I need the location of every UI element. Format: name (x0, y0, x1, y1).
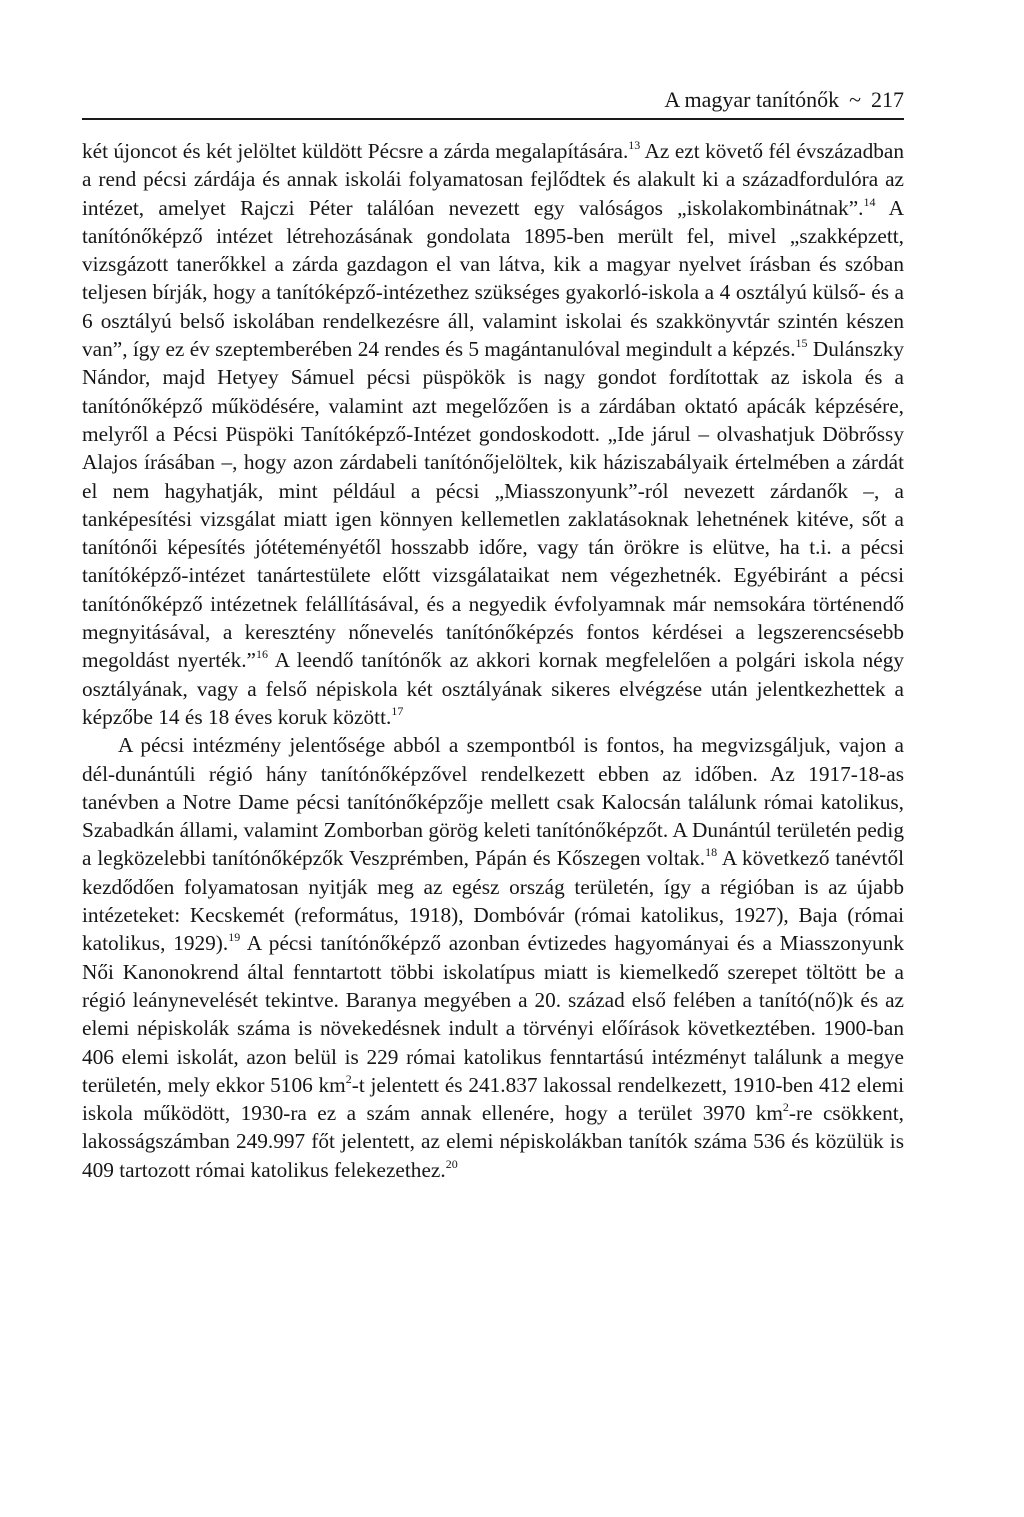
footnote-ref: 13 (628, 138, 641, 152)
footnote-ref: 18 (705, 845, 718, 860)
running-title: A magyar tanítónők (664, 87, 840, 112)
footnote-ref: 17 (391, 703, 404, 718)
footnote-ref: 14 (863, 194, 876, 209)
text-run: -re csökkent, lakosságszámban 249.997 főt jelentett, az elemi népiskolákban tanítók száma 536 és közülük is 409 tartozott római katolikus felekezethez. (82, 1101, 904, 1182)
footnote-ref: 19 (228, 930, 241, 945)
running-header (82, 88, 904, 120)
footnote-ref: 2 (782, 1100, 789, 1115)
text-run: -t jelentett és 241.837 lakossal rendelkezett, 1910-ben 412 elemi iskola működött, 1930-ra ez a szám annak ellenére, hogy a terület 3970 km (82, 1072, 905, 1126)
footnote-ref: 15 (795, 336, 808, 351)
paragraph-1 (82, 137, 904, 731)
text-run: két újoncot és két jelöltet küldött Pécsre a zárda megalapítására. (82, 139, 629, 163)
text-run: A következő tanévtől kezdődően folyamatosan nyitják meg az egész ország területén, így a régióban is az újabb intézeteket: Kecskemét (református, 1918), Dombóvár (római katolikus, 1927), Baja (római katolikus, 1929). (82, 846, 905, 956)
text-run: Az ezt követő fél évszázadban a rend pécsi zárdája és annak iskolái folyamatosan fejlődtek és alakult ki a századfordulóra az intézet, amelyet Rajczi Péter találóan nevezett egy valóságos „iskolakombinátnak”. (82, 139, 904, 220)
paragraph-2 (82, 731, 904, 1184)
footnote-ref: 2 (345, 1071, 352, 1086)
page-number: 217 (871, 87, 904, 112)
text-run: A pécsi intézmény jelentősége abból a szempontból is fontos, ha megvizsgáljuk, vajon a dél-dunántúli régió hány tanítónőképzővel rendelkezett ebben az időben. Az 1917-18-as tanévben a Notre Dame pécsi tanítónőképzője mellett csak Kalocsán találunk római katolikus, Szabadkán állami, valamint Zomborban görög keleti tanítónőképzőt. A Dunántúl területén pedig a legközelebbi tanítónőképzők Veszprémben, Pápán és Kőszegen voltak. (82, 733, 904, 871)
footnote-ref: 16 (256, 647, 268, 662)
body-text (82, 137, 904, 1184)
header-line (664, 87, 904, 113)
text-run: A pécsi tanítónőképző azonban évtizedes hagyományai és a Miasszonyunk Női Kanonokrend által fenntartott többi iskolatípus miatt is kiemelkedő szerepet töltött be a régió leánynevelését tekintve. Baranya megyében a 20. század első felében a tanító(nő)k és az elemi népiskolák száma is növekedésnek indult a törvényi előírások következtében. 1900-ban 406 elemi iskolát, azon belül is 229 római katolikus fenntartású intézményt találunk a megye területén, mely ekkor 5106 km (82, 931, 904, 1097)
text-run: A tanítónőképző intézet létrehozásának gondolata 1895-ben merült fel, mivel „szakképzett, vizsgázott tanerőkkel a zárda gazdagon el van látva, kik a magyar nyelvet írásban és szóban teljesen bírják, hogy a tanítóképző-intézethez szükséges gyakorló-iskola a 4 osztályú külső- és a 6 osztályú belső iskolában rendelkezésre áll, valamint iskolai és szakkönyvtár szintén készen van”, így ez év szeptemberében 24 rendes és 5 magántanulóval megindult a képzés. (82, 195, 904, 362)
footnote-ref: 20 (445, 1156, 458, 1171)
text-run: Dulánszky Nándor, majd Hetyey Sámuel pécsi püspökök is nagy gondot fordítottak az iskola és a tanítónőképző működésére, valamint azt megelőzően is a zárdában oktató apácák képzésére, melyről a Pécsi Püspöki Tanítóképző-Intézet gondoskodott. „Ide járul – olvashatjuk Döbrőssy Alajos írásában –, hogy azon zárdabeli tanítónőjelöltek, kik háziszabályaik értelmében a zárdát el nem hagyhatják, mint például a pécsi „Miasszonyunk”-ról nevezett zárdanők –, a tanképesítési vizsgálat miatt igen könnyen kellemetlen zaklatásoknak lehetnének kitéve, sőt a tanítónői képesítés jótéteményétől hosszabb időre, vagy tán örökre is elütve, ha t.i. a pécsi tanítóképző-intézet tanártestülete előtt vizsgálataikat nem végezhetnék. Egyébiránt a pécsi tanítónőképző intézetnek felállításával, és a negyedik évfolyamnak már nemsokára történendő megnyitásával, a keresztény nőnevelés tanítónőképzés fontos kérdései a legszerencsésebb megoldást nyerték.” (82, 337, 904, 673)
text-run: A leendő tanítónők az akkori kornak megfelelően a polgári iskola négy osztályának, vagy a felső népiskola két osztályának sikeres elvégzése után jelentkezhettek a képzőbe 14 és 18 éves koruk között. (82, 648, 904, 729)
header-separator: ~ (849, 87, 861, 112)
